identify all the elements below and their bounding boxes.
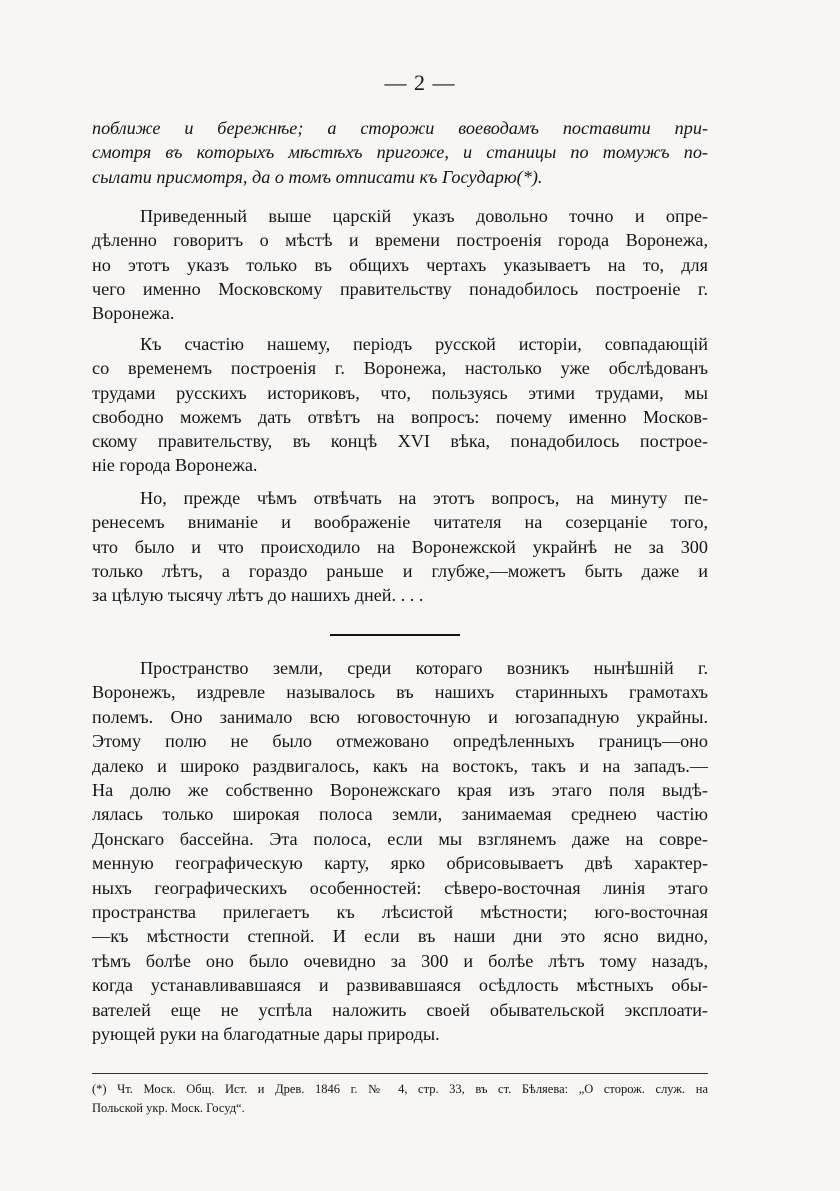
paragraph — [92, 486, 708, 607]
text-line: смотря въ которыхъ мѣстѣхъ пригоже, и станицы по томужъ по- — [92, 142, 708, 163]
footnote-line: (*) Чт. Моск. Общ. Ист. и Древ. 1846 г. № 4, стр. 33, въ ст. Бѣляева: „О сторож. служ. на — [92, 1082, 708, 1096]
text-line: поближе и бережнѣе; а сторожи воеводамъ поставити при- — [92, 118, 708, 138]
paragraph — [92, 656, 708, 1047]
footnote-divider — [92, 1073, 708, 1074]
text-line: рующей руки на благодатные дары природы. — [92, 1024, 440, 1045]
text-line: лялась только широкая полоса земли, занимаемая среднею частію — [92, 804, 708, 825]
text-line: ныхъ географическихъ особенностей: сѣверо-восточная линія этаго — [92, 877, 708, 898]
text-line: пространства прилегаетъ къ лѣсистой мѣстности; юго-восточная — [92, 902, 708, 923]
text-line: трудами русскихъ историковъ, что, пользуясь этими трудами, мы — [92, 382, 708, 403]
paragraph — [92, 332, 708, 478]
footnote — [92, 1080, 708, 1118]
text-line: Этому полю не было отмежовано опредѣленныхъ границъ—оно — [92, 731, 708, 752]
text-line: свободно можемъ дать отвѣтъ на вопросъ: почему именно Москов- — [92, 406, 708, 427]
text-line: когда устанавливавшаяся и развивавшаяся осѣдлость мѣстныхъ обы- — [92, 975, 708, 996]
text-line: что было и что происходило на Воронежской украйнѣ не за 300 — [92, 536, 708, 557]
quotation-paragraph — [92, 116, 708, 189]
page-number: — 2 — — [384, 70, 456, 95]
text-line: Воронежъ, издревле называлось въ нашихъ старинныхъ грамотахъ — [92, 682, 708, 703]
text-line: Воронежа. — [92, 303, 175, 324]
text-line: вателей еще не успѣла наложить своей обывательской эксплоати- — [92, 999, 708, 1020]
text-line: менную географическую карту, ярко обрисовываетъ двѣ характер- — [92, 853, 708, 874]
text-line: Приведенный выше царскій указъ довольно точно и опре- — [140, 206, 708, 226]
text-line: Пространство земли, среди котораго возникъ нынѣшній г. — [140, 658, 708, 678]
text-line: На долю же собственно Воронежскаго края изъ этаго поля выдѣ- — [92, 780, 708, 801]
text-line: Къ счастію нашему, періодъ русской исторіи, совпадающій — [140, 334, 708, 354]
text-line: Донскаго бассейна. Эта полоса, если мы взглянемъ даже на совре- — [92, 828, 708, 849]
text-line: ренесемъ вниманіе и воображеніе читателя на созерцаніе того, — [92, 512, 708, 533]
text-line: только лѣтъ, а гораздо раньше и глубже,—можетъ быть даже и — [92, 560, 708, 581]
text-line: за цѣлую тысячу лѣтъ до нашихъ дней. . . . — [92, 585, 424, 606]
text-line: Но, прежде чѣмъ отвѣчать на этотъ вопросъ, на минуту пе- — [140, 488, 708, 508]
text-line: полемъ. Оно занимало всю юговосточную и югозападную украйны. — [92, 706, 708, 727]
text-line: сылати присмотря, да о томъ отписати къ Государю(*). — [92, 166, 543, 187]
text-line: далеко и широко раздвигалось, какъ на востокъ, такъ и на западъ.— — [92, 755, 708, 776]
text-line: —къ мѣстности степной. И если въ наши дни это ясно видно, — [92, 926, 708, 947]
footnote-line: Польской укр. Моск. Госуд“. — [92, 1101, 245, 1115]
section-divider — [330, 634, 460, 636]
text-line: скому правительству, въ концѣ XVI вѣка, понадобилось построе- — [92, 431, 708, 452]
text-line: но этотъ указъ только въ общихъ чертахъ указываетъ на то, для — [92, 254, 708, 275]
text-line: тѣмъ болѣе оно было очевидно за 300 и болѣе лѣтъ тому назадъ, — [92, 950, 708, 971]
text-line: дѣленно говоритъ о мѣстѣ и времени построенія города Воронежа, — [92, 230, 708, 251]
text-line: со временемъ построенія г. Воронежа, настолько уже обслѣдованъ — [92, 358, 708, 379]
text-line: ніе города Воронежа. — [92, 455, 258, 476]
text-line: чего именно Московскому правительству понадобилось построеніе г. — [92, 278, 708, 299]
paragraph — [92, 204, 708, 325]
